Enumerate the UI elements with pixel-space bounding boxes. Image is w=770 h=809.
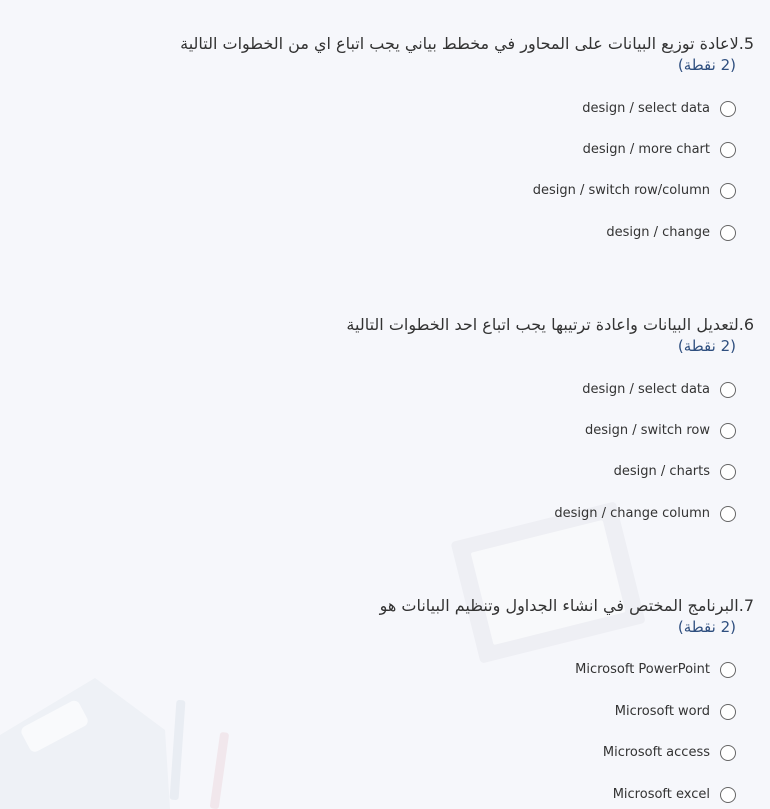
question-7-option-1[interactable]	[575, 659, 736, 681]
option-label: Microsoft excel	[612, 787, 710, 802]
radio-button[interactable]	[720, 464, 736, 480]
question-6-points: (2 نقطة)	[677, 337, 736, 355]
question-6-option-2[interactable]	[585, 420, 736, 442]
question-7-title	[380, 595, 754, 617]
option-label: Microsoft access	[602, 745, 710, 760]
question-5-title	[180, 33, 754, 55]
radio-button[interactable]	[720, 225, 736, 241]
question-6-option-3[interactable]	[614, 461, 736, 483]
question-5-option-2[interactable]	[583, 139, 736, 161]
radio-button[interactable]	[720, 745, 736, 761]
option-label: design / switch row/column	[532, 183, 710, 198]
option-label: design / change column	[554, 506, 710, 521]
option-label: design / more chart	[582, 142, 710, 157]
question-7-number: 7.	[738, 596, 754, 615]
radio-button[interactable]	[720, 506, 736, 522]
radio-button[interactable]	[720, 423, 736, 439]
question-6-option-1[interactable]	[582, 379, 736, 401]
radio-button[interactable]	[720, 183, 736, 199]
question-6-title	[346, 314, 754, 336]
radio-button[interactable]	[720, 101, 736, 117]
question-7-option-4[interactable]	[613, 784, 736, 806]
option-label: design / select data	[582, 101, 710, 116]
question-5-option-4[interactable]	[606, 222, 736, 244]
option-label: design / charts	[613, 464, 710, 479]
radio-button[interactable]	[720, 787, 736, 803]
radio-button[interactable]	[720, 662, 736, 678]
option-label: design / select data	[582, 382, 710, 397]
option-label: design / change	[606, 225, 710, 240]
option-label: Microsoft word	[614, 704, 710, 719]
question-7-points: (2 نقطة)	[677, 618, 736, 636]
question-5-text: لاعادة توزيع البيانات على المحاور في مخطط بياني يجب اتباع اي من الخطوات التالية	[180, 34, 739, 53]
question-7-option-2[interactable]	[615, 701, 736, 723]
question-6-text: لتعديل البيانات واعادة ترتيبها يجب اتباع احد الخطوات التالية	[346, 315, 739, 334]
radio-button[interactable]	[720, 704, 736, 720]
question-5-option-3[interactable]	[533, 180, 736, 202]
question-6-number: 6.	[738, 315, 754, 334]
question-5-points: (2 نقطة)	[677, 56, 736, 74]
question-5-option-1[interactable]	[582, 98, 736, 120]
question-6-option-4[interactable]	[554, 503, 736, 525]
option-label: design / switch row	[584, 423, 710, 438]
question-7-text: البرنامج المختص في انشاء الجداول وتنظيم البيانات هو	[379, 596, 739, 615]
radio-button[interactable]	[720, 142, 736, 158]
radio-button[interactable]	[720, 382, 736, 398]
question-7-option-3[interactable]	[603, 742, 736, 764]
option-label: Microsoft PowerPoint	[575, 662, 710, 677]
question-5-number: 5.	[738, 34, 754, 53]
